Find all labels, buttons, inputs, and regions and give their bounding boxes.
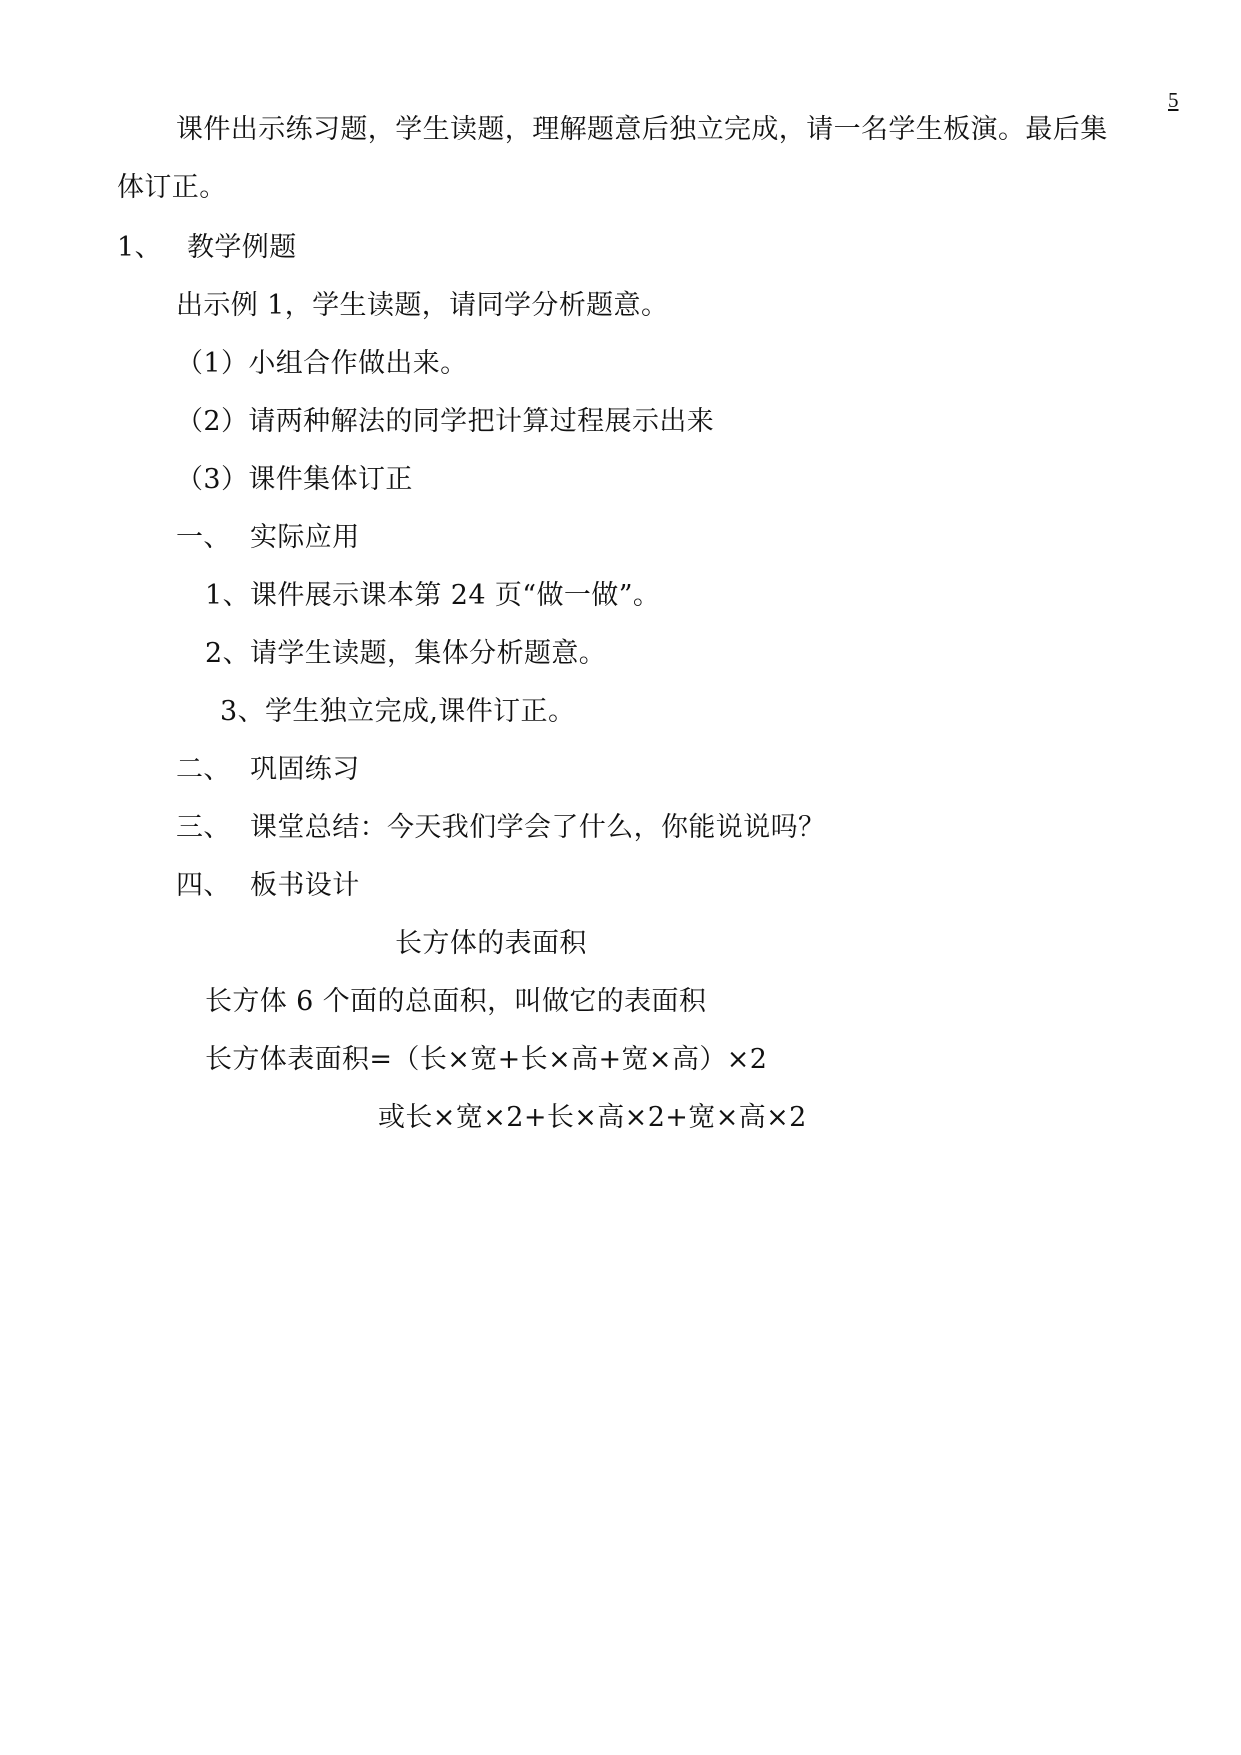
section-practice-title: 巩固练习 bbox=[250, 754, 360, 785]
step-2: （2）请两种解法的同学把计算过程展示出来 bbox=[176, 406, 715, 437]
section-board-title: 板书设计 bbox=[250, 870, 360, 901]
section-summary-title: 课堂总结：今天我们学会了什么，你能说说吗？ bbox=[250, 812, 826, 843]
section-summary-marker: 三、 bbox=[176, 812, 231, 843]
board-formula-2: 或长×宽×2+长×高×2+宽×高×2 bbox=[378, 1102, 807, 1133]
example-intro: 出示例 1，学生读题，请同学分析题意。 bbox=[176, 290, 669, 321]
section-1-heading bbox=[117, 230, 297, 266]
section-apply-marker: 一、 bbox=[176, 522, 231, 553]
section-apply-heading bbox=[176, 520, 360, 556]
section-practice-heading bbox=[176, 752, 360, 788]
step-3: （3）课件集体订正 bbox=[176, 464, 413, 495]
page-number: 5 bbox=[1168, 88, 1179, 112]
intro-line-2: 体订正。 bbox=[117, 172, 227, 203]
section-1-title: 教学例题 bbox=[187, 232, 297, 263]
board-title: 长方体的表面积 bbox=[395, 928, 587, 959]
board-formula-1: 长方体表面积=（长×宽+长×高+宽×高）×2 bbox=[205, 1044, 768, 1075]
apply-item-3: 3、学生独立完成,课件订正。 bbox=[220, 696, 576, 727]
section-board-heading bbox=[176, 868, 360, 904]
section-board-marker: 四、 bbox=[176, 870, 231, 901]
section-summary-heading bbox=[176, 810, 825, 846]
apply-item-1: 1、课件展示课本第 24 页“做一做”。 bbox=[205, 580, 661, 611]
section-apply-title: 实际应用 bbox=[250, 522, 360, 553]
step-1: （1）小组合作做出来。 bbox=[176, 348, 468, 379]
section-1-number: 1、 bbox=[117, 232, 162, 263]
board-definition: 长方体 6 个面的总面积，叫做它的表面积 bbox=[205, 986, 707, 1017]
intro-line-1: 课件出示练习题，学生读题，理解题意后独立完成，请一名学生板演。最后集 bbox=[176, 114, 1108, 145]
section-practice-marker: 二、 bbox=[176, 754, 231, 785]
apply-item-2: 2、请学生读题，集体分析题意。 bbox=[205, 638, 607, 669]
